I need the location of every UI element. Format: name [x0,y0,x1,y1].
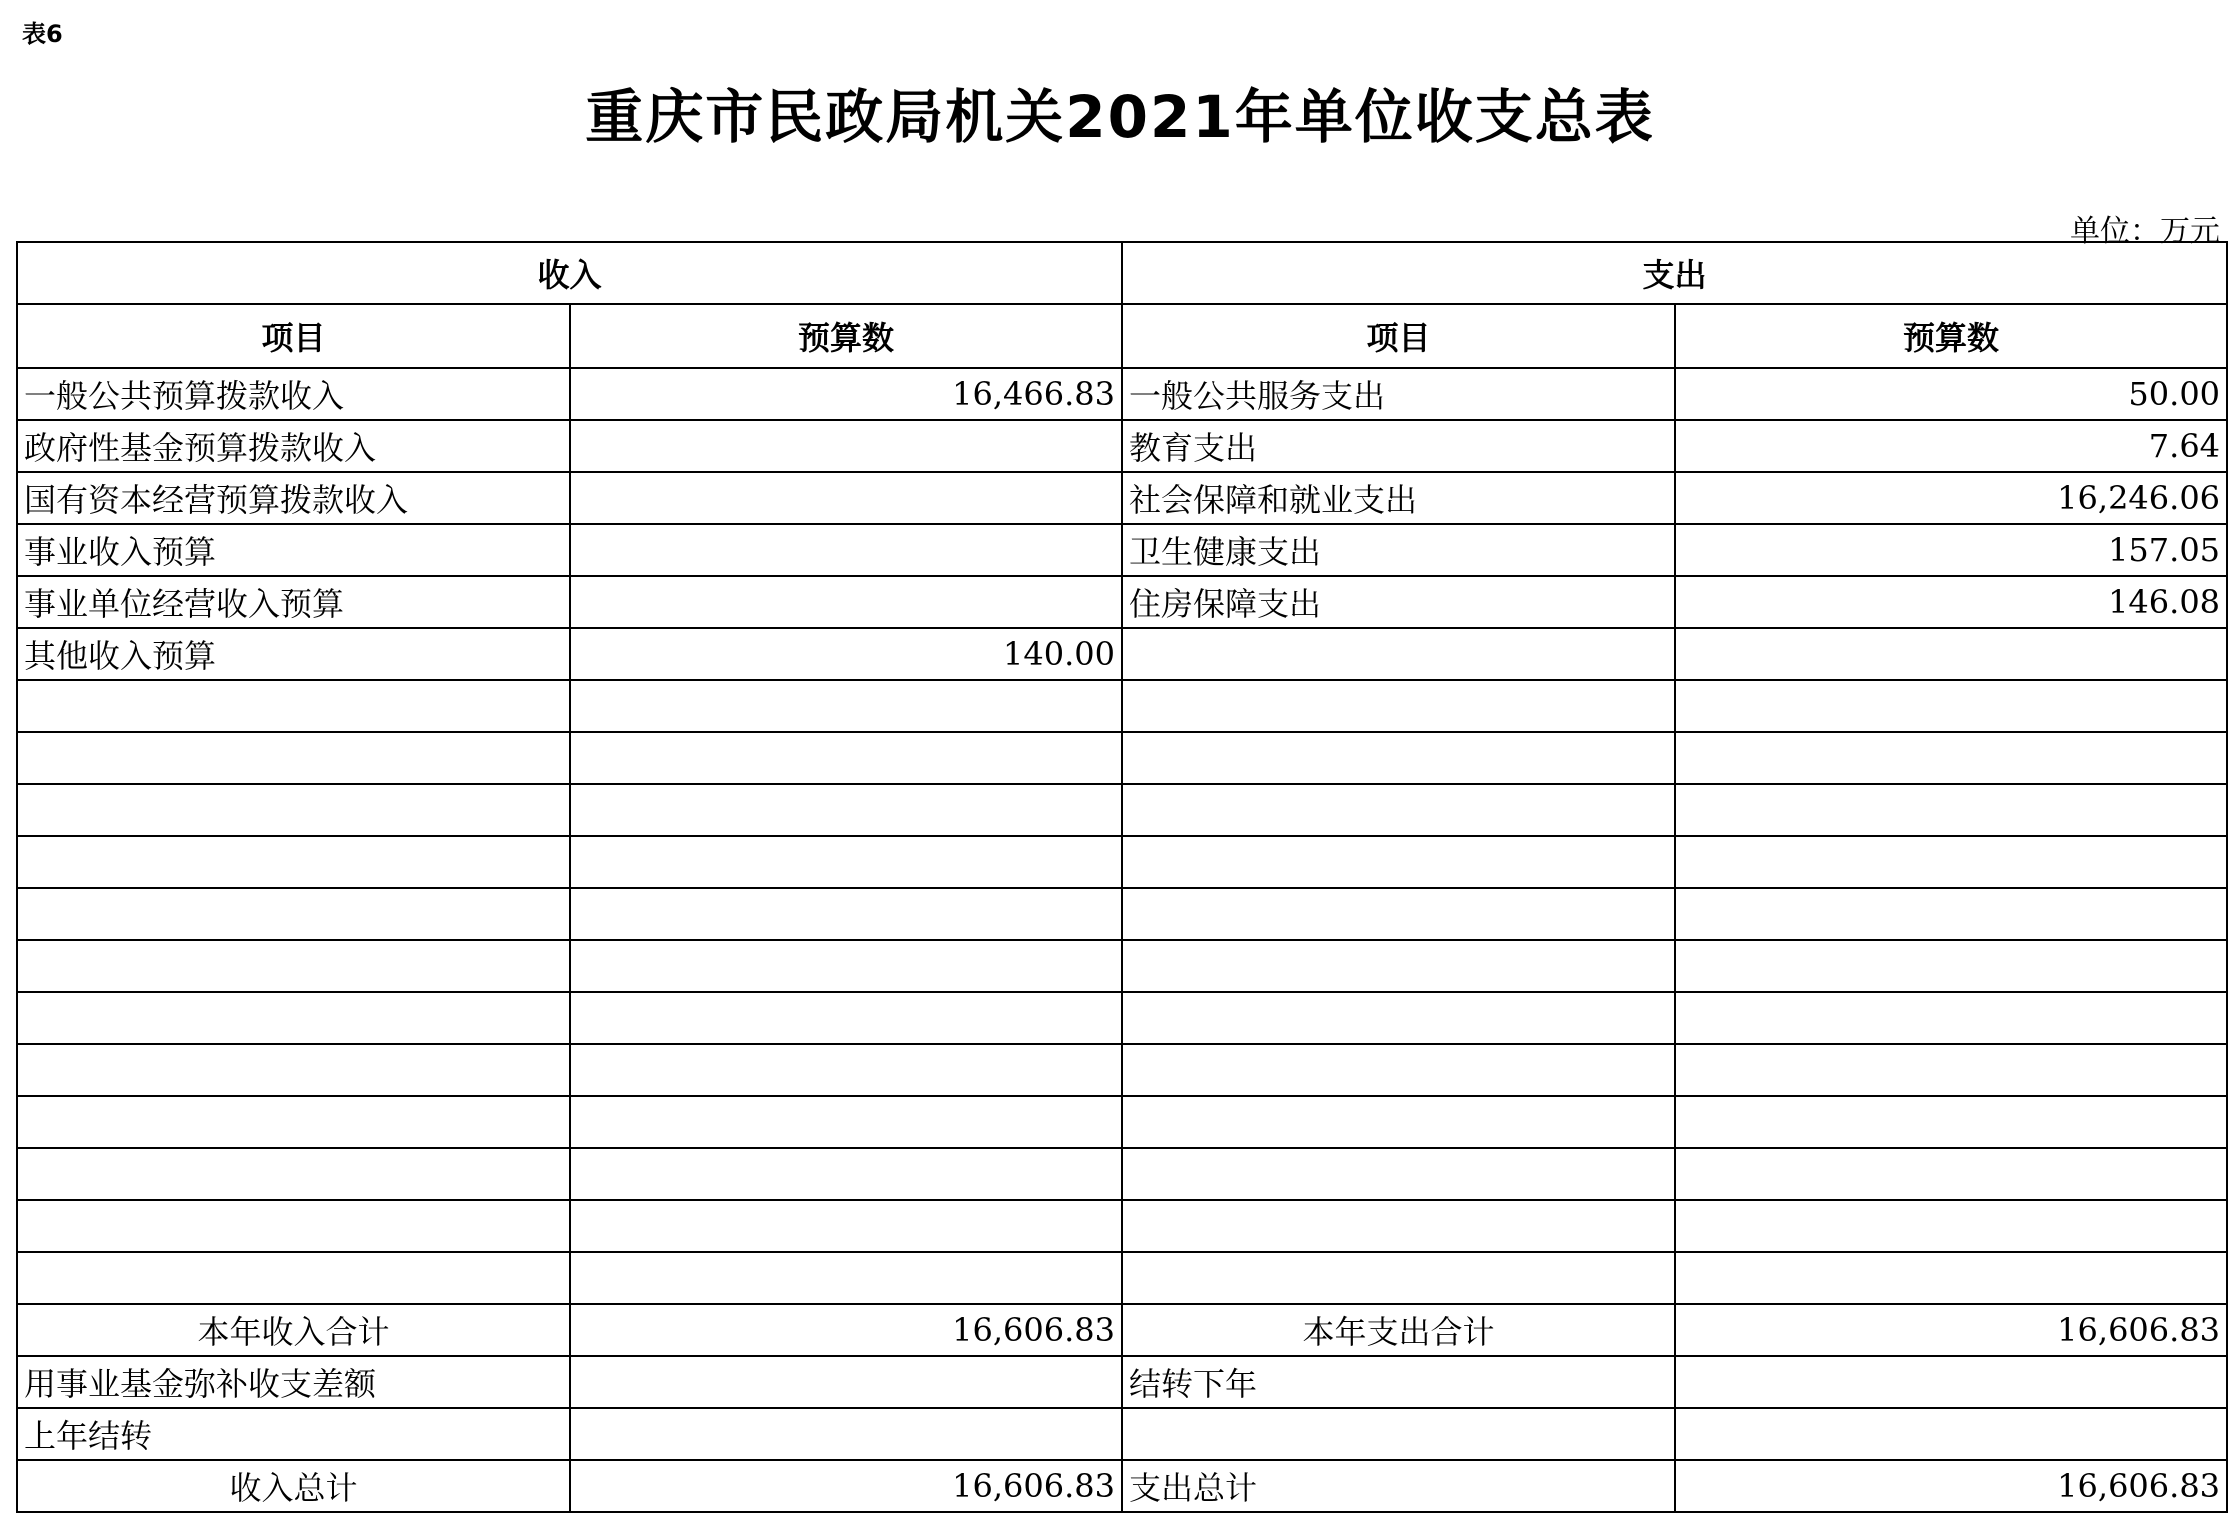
table-row [17,888,2227,940]
income-value-cell [570,680,1122,732]
expense-value-cell [1675,836,2227,888]
expense-item-cell: 一般公共服务支出 [1122,368,1675,420]
expense-item-cell: 结转下年 [1122,1356,1675,1408]
income-item-cell [17,784,570,836]
income-item-cell: 国有资本经营预算拨款收入 [17,472,570,524]
table-row [17,732,2227,784]
expense-item-cell [1122,732,1675,784]
expense-value-cell [1675,1148,2227,1200]
expense-value-cell [1675,1044,2227,1096]
income-value-cell [570,1252,1122,1304]
expense-item-cell [1122,680,1675,732]
table-row [17,368,2227,420]
table-row [17,576,2227,628]
column-header-row [17,304,2227,368]
expense-value-cell [1675,1096,2227,1148]
page-title: 重庆市民政局机关2021年单位收支总表 [585,83,1655,151]
expense-item-cell [1122,1408,1675,1460]
income-value-cell [570,836,1122,888]
expense-item-header: 项目 [1122,304,1675,368]
expense-item-cell [1122,1044,1675,1096]
income-value-cell [570,1408,1122,1460]
expense-item-cell [1122,992,1675,1044]
expense-value-cell: 16,246.06 [1675,472,2227,524]
income-value-cell [570,784,1122,836]
expense-value-cell [1675,888,2227,940]
expense-value-cell [1675,940,2227,992]
income-item-cell: 收入总计 [17,1460,570,1512]
income-item-cell: 一般公共预算拨款收入 [17,368,570,420]
income-item-cell: 用事业基金弥补收支差额 [17,1356,570,1408]
income-item-cell [17,940,570,992]
table-row [17,784,2227,836]
expense-item-cell [1122,1252,1675,1304]
income-value-cell: 140.00 [570,628,1122,680]
income-value-cell [570,472,1122,524]
expense-budget-header: 预算数 [1675,304,2227,368]
expense-value-cell: 7.64 [1675,420,2227,472]
income-item-cell [17,1200,570,1252]
expense-item-cell [1122,836,1675,888]
income-item-cell [17,680,570,732]
income-item-cell: 政府性基金预算拨款收入 [17,420,570,472]
table-row [17,1148,2227,1200]
income-item-cell [17,1044,570,1096]
income-value-cell [570,940,1122,992]
expense-value-cell [1675,1356,2227,1408]
income-item-cell: 事业单位经营收入预算 [17,576,570,628]
expense-value-cell: 146.08 [1675,576,2227,628]
income-item-cell [17,888,570,940]
income-item-cell: 本年收入合计 [17,1304,570,1356]
table-row [17,992,2227,1044]
expense-value-cell [1675,1252,2227,1304]
income-item-cell: 上年结转 [17,1408,570,1460]
table-row [17,628,2227,680]
income-item-cell: 事业收入预算 [17,524,570,576]
table-row [17,472,2227,524]
table-row [17,1408,2227,1460]
table-row [17,680,2227,732]
expense-value-cell [1675,1408,2227,1460]
income-value-cell [570,1096,1122,1148]
income-value-cell [570,1148,1122,1200]
expense-item-cell [1122,888,1675,940]
table-row [17,1304,2227,1356]
table-row [17,1252,2227,1304]
expense-item-cell: 支出总计 [1122,1460,1675,1512]
expense-item-cell: 社会保障和就业支出 [1122,472,1675,524]
expense-section-header: 支出 [1122,242,2227,304]
table-number: 表6 [22,20,63,48]
income-value-cell: 16,466.83 [570,368,1122,420]
expense-value-cell: 157.05 [1675,524,2227,576]
income-value-cell [570,1044,1122,1096]
expense-item-cell: 教育支出 [1122,420,1675,472]
expense-value-cell [1675,732,2227,784]
income-item-cell [17,836,570,888]
expense-item-cell: 住房保障支出 [1122,576,1675,628]
section-header-row [17,242,2227,304]
expense-value-cell [1675,1200,2227,1252]
expense-item-cell: 本年支出合计 [1122,1304,1675,1356]
expense-item-cell [1122,784,1675,836]
budget-table [16,241,2228,1513]
income-budget-header: 预算数 [570,304,1122,368]
income-item-header: 项目 [17,304,570,368]
expense-value-cell [1675,992,2227,1044]
expense-value-cell [1675,628,2227,680]
expense-item-cell [1122,940,1675,992]
income-value-cell: 16,606.83 [570,1304,1122,1356]
expense-item-cell [1122,1200,1675,1252]
income-value-cell [570,1200,1122,1252]
expense-value-cell: 16,606.83 [1675,1304,2227,1356]
table-row [17,524,2227,576]
income-item-cell [17,1252,570,1304]
expense-value-cell [1675,680,2227,732]
table-row [17,940,2227,992]
table-row [17,1200,2227,1252]
table-row [17,1356,2227,1408]
income-item-cell [17,1148,570,1200]
expense-value-cell [1675,784,2227,836]
table-row [17,1044,2227,1096]
expense-value-cell: 16,606.83 [1675,1460,2227,1512]
unit-label: 单位：万元 [2070,214,2220,249]
income-section-header: 收入 [17,242,1122,304]
expense-item-cell [1122,1096,1675,1148]
expense-value-cell: 50.00 [1675,368,2227,420]
income-item-cell [17,732,570,784]
income-value-cell [570,1356,1122,1408]
expense-item-cell [1122,628,1675,680]
expense-item-cell: 卫生健康支出 [1122,524,1675,576]
income-item-cell [17,992,570,1044]
income-value-cell: 16,606.83 [570,1460,1122,1512]
income-value-cell [570,524,1122,576]
table-row [17,1096,2227,1148]
expense-item-cell [1122,1148,1675,1200]
income-item-cell: 其他收入预算 [17,628,570,680]
income-value-cell [570,420,1122,472]
income-value-cell [570,888,1122,940]
income-item-cell [17,1096,570,1148]
table-row [17,836,2227,888]
income-value-cell [570,576,1122,628]
table-row [17,420,2227,472]
income-value-cell [570,732,1122,784]
income-value-cell [570,992,1122,1044]
table-row [17,1460,2227,1512]
